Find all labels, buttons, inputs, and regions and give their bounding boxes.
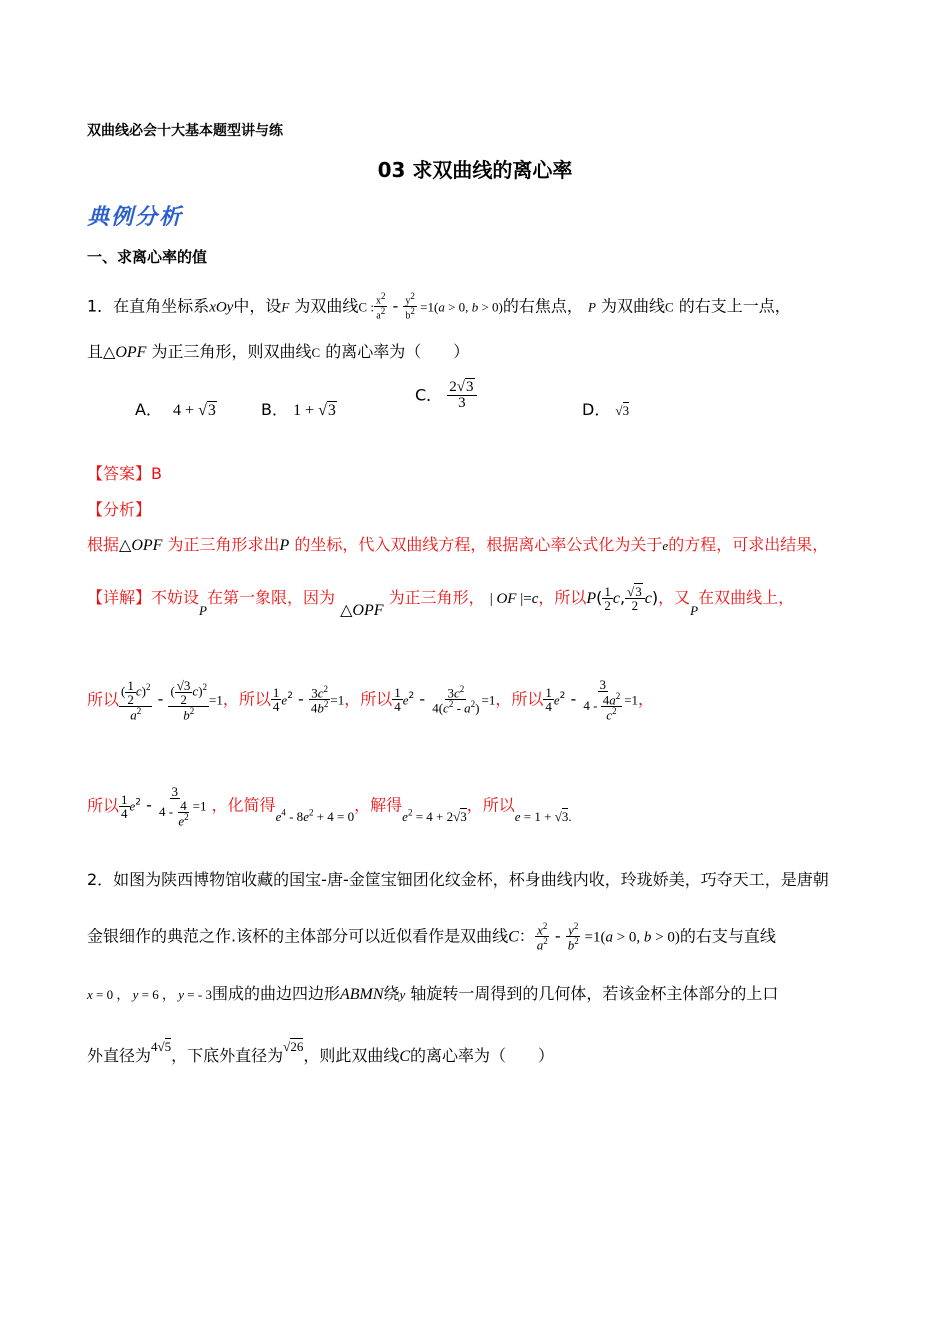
answer-line: 【答案】B <box>87 464 162 483</box>
problem2-line1: 2．如图为陕西博物馆收藏的国宝-唐-金筐宝钿团化纹金杯，杯身曲线内收，玲珑娇美，巧夺天工，是唐朝 <box>87 870 829 889</box>
problem1-line1: 1．在直角坐标系xOy中，设F 为双曲线C : $\frac{x^2}{a^2}$ - $\frac{y^2}{b^2}$ =1(a > 0, b > 0)的右焦点， P 为双曲线C 的右支上一点， <box>87 291 791 322</box>
option-a[interactable]: A． 4 + √3 <box>135 400 216 419</box>
answer-value: B <box>151 464 162 483</box>
analysis-tag: 【分析】 <box>87 500 152 519</box>
equation-line-2: 所以 $\frac{1}{4}$ $e^2$ - 3 4 - $\frac{4}{e^2}$ =1 ，化简得$_{e^4 - 8e^2 + 4 = 0}$，解得$_{e^2 = 4 + 2√3}$，所以$_{e = 1 + √3.}$ <box>87 784 572 829</box>
section-heading: 一、求离心率的值 <box>87 248 208 266</box>
problem2-line2: 金银细作的典范之作.该杯的主体部分可以近似看作是双曲线C： $\frac{x^2}{a^2}$ - $\frac{y^2}{b^2}$ =1(a > 0, b > 0)的右支与直线 <box>87 921 776 953</box>
option-d[interactable]: D． √3 <box>582 400 630 419</box>
equation-line-1: 所以 ( $\frac{1}{2}$ c)$^2$ $a^2$ - ( $\frac{√3}{2}$ c)$^2$ $b^2$ =1，所以 $\frac{1}{4}$ $e^2$ - $\frac{3c^2}{4b^2}$ =1，所以 $\frac{1}{4}$ $e^2$ - $\frac{3c^2}{4(c^2 - a^2)}$ =1，所以 $\frac{1}{4}$ $e^2$ - 3 4 - $\frac{4a^2}{c^2}$ =1， <box>87 677 655 723</box>
series-title: 双曲线必会十大基本题型讲与练 <box>87 123 283 139</box>
option-b[interactable]: B． 1 + √3 <box>261 400 336 419</box>
problem2-line3: x = 0 ， y = 6 ， y = - 3围成的曲边四边形ABMN绕y 轴旋转一周得到的几何体，若该金杯主体部分的上口 <box>87 984 779 1003</box>
problem1-line2: 且△OPF 为正三角形，则双曲线C 的离心率为（ ） <box>87 342 470 361</box>
page-title: 03 求双曲线的离心率 <box>377 158 573 182</box>
problem2-line4: 外直径为$^{4√5}$，下底外直径为$^{√26}$，则此双曲线C的离心率为（ ） <box>87 1039 555 1065</box>
analysis-line: 根据△OPF 为正三角形求出P 的坐标，代入双曲线方程，根据离心率公式化为关于e的方程，可求出结果， <box>87 535 829 554</box>
detail-line: 【详解】不妨设$_P$在第一象限，因为 △OPF 为正三角形， | OF |=c，所以P( $\frac{1}{2}$ c, $\frac{√3}{2}$ c)，又$_P$在双曲线上， <box>87 584 795 619</box>
section-banner: 典例分析 <box>87 205 184 230</box>
option-c[interactable]: C． $\frac{2√3}{3}$ <box>415 380 477 411</box>
